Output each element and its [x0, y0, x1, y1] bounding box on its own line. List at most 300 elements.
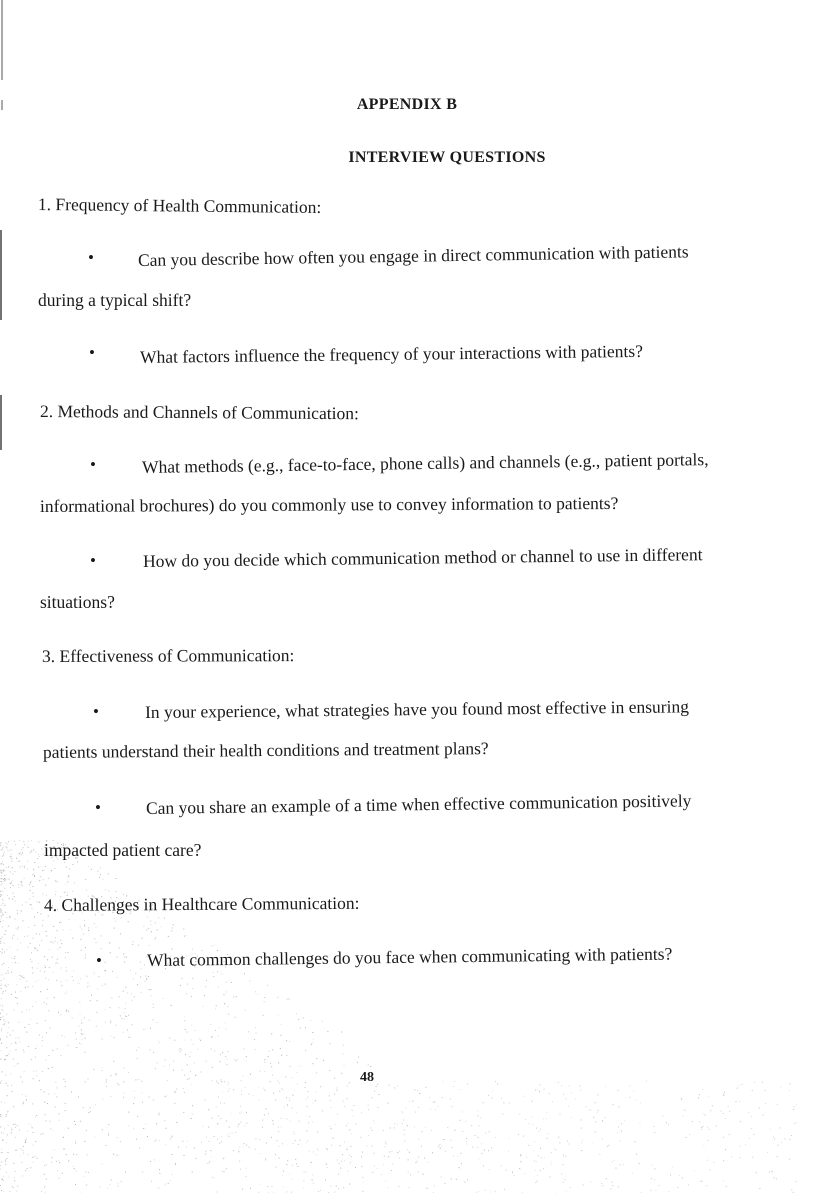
noise-dot: [148, 976, 149, 977]
noise-dot: [2, 964, 3, 965]
noise-dot: [597, 1112, 598, 1113]
noise-dot: [137, 1116, 138, 1117]
noise-dot: [595, 1132, 596, 1133]
noise-dot: [339, 1163, 340, 1164]
noise-dot: [123, 1097, 124, 1098]
noise-dot: [723, 1094, 724, 1095]
noise-dot: [31, 1059, 32, 1060]
noise-dot: [186, 994, 187, 995]
noise-dot: [232, 1133, 233, 1134]
noise-dot: [341, 1073, 342, 1074]
noise-dot: [66, 980, 67, 981]
noise-dot: [316, 1154, 317, 1155]
noise-dot: [48, 1094, 49, 1095]
noise-dot: [242, 1189, 243, 1190]
noise-dot: [6, 1142, 7, 1143]
noise-dot: [226, 1064, 227, 1065]
noise-dot: [349, 1154, 350, 1155]
noise-dot: [171, 1005, 172, 1006]
noise-dot: [49, 1028, 50, 1029]
noise-dot: [32, 1127, 33, 1128]
noise-dot: [326, 1148, 327, 1149]
noise-dot: [509, 1138, 510, 1139]
noise-dot: [108, 873, 109, 874]
noise-dot: [306, 1172, 307, 1173]
noise-dot: [56, 1161, 57, 1162]
noise-dot: [598, 1094, 599, 1095]
noise-dot: [88, 1172, 89, 1173]
noise-dot: [349, 1082, 350, 1083]
noise-dot: [4, 1128, 5, 1129]
noise-dot: [146, 930, 147, 931]
noise-dot: [10, 872, 11, 873]
noise-dot: [442, 1081, 443, 1082]
noise-dot: [6, 1116, 7, 1117]
noise-dot: [567, 1140, 568, 1141]
noise-dot: [6, 1014, 7, 1015]
noise-dot: [143, 1128, 144, 1129]
noise-dot: [142, 938, 143, 939]
noise-dot: [763, 1115, 764, 1116]
noise-dot: [341, 1032, 342, 1033]
noise-dot: [111, 1075, 112, 1076]
noise-dot: [18, 927, 19, 928]
noise-dot: [280, 1035, 281, 1036]
noise-dot: [441, 1176, 442, 1177]
noise-dot: [111, 1180, 112, 1181]
noise-dot: [222, 1171, 223, 1172]
noise-dot: [349, 1184, 350, 1185]
noise-dot: [193, 1044, 194, 1045]
noise-dot: [372, 1130, 373, 1131]
noise-dot: [233, 1150, 234, 1151]
noise-dot: [534, 1141, 535, 1142]
noise-dot: [166, 1095, 167, 1096]
noise-dot: [91, 1020, 92, 1021]
noise-dot: [269, 1081, 270, 1082]
noise-dot: [235, 1017, 236, 1018]
noise-dot: [535, 1090, 536, 1091]
noise-dot: [602, 1185, 603, 1186]
noise-dot: [2, 953, 3, 954]
noise-dot: [39, 945, 40, 946]
noise-dot: [185, 1054, 186, 1055]
noise-dot: [82, 1034, 83, 1035]
noise-dot: [791, 1189, 792, 1190]
noise-dot: [0, 870, 1, 871]
noise-dot: [636, 1099, 637, 1100]
noise-dot: [156, 1123, 157, 1124]
noise-dot: [35, 1141, 36, 1142]
noise-dot: [96, 1012, 97, 1013]
noise-dot: [531, 1101, 532, 1102]
noise-dot: [34, 917, 35, 918]
noise-dot: [105, 889, 106, 890]
noise-dot: [106, 1082, 107, 1083]
noise-dot: [59, 1113, 60, 1114]
noise-dot: [67, 881, 68, 882]
noise-dot: [501, 1098, 502, 1099]
noise-dot: [330, 1043, 331, 1044]
noise-dot: [17, 929, 18, 930]
noise-dot: [44, 1102, 45, 1103]
noise-dot: [73, 971, 74, 972]
noise-dot: [18, 861, 19, 862]
noise-dot: [169, 1038, 170, 1039]
noise-dot: [85, 957, 86, 958]
noise-dot: [668, 1191, 669, 1192]
noise-dot: [374, 1166, 375, 1167]
noise-dot: [87, 986, 88, 987]
noise-dot: [76, 1039, 77, 1040]
noise-dot: [207, 1163, 208, 1164]
noise-dot: [106, 1079, 107, 1080]
noise-dot: [327, 1031, 328, 1032]
noise-dot: [303, 1018, 304, 1019]
noise-dot: [50, 941, 51, 942]
noise-dot: [703, 1113, 704, 1114]
noise-dot: [21, 976, 22, 977]
noise-dot: [97, 1000, 98, 1001]
noise-dot: [65, 952, 66, 953]
noise-dot: [6, 973, 7, 974]
noise-dot: [340, 1145, 341, 1146]
noise-dot: [68, 875, 69, 876]
noise-dot: [11, 1186, 12, 1187]
noise-dot: [23, 1050, 24, 1051]
noise-dot: [182, 1070, 183, 1071]
noise-dot: [488, 1095, 489, 1096]
noise-dot: [295, 1140, 296, 1141]
noise-dot: [192, 1105, 193, 1106]
noise-dot: [461, 1153, 462, 1154]
noise-dot: [110, 952, 111, 953]
noise-dot: [439, 1144, 440, 1145]
noise-dot: [571, 1092, 572, 1093]
noise-dot: [125, 987, 126, 988]
noise-dot: [174, 1103, 175, 1104]
noise-dot: [292, 1108, 293, 1109]
noise-dot: [250, 1188, 251, 1189]
noise-dot: [444, 1183, 445, 1184]
noise-dot: [563, 1094, 564, 1095]
noise-dot: [226, 982, 227, 983]
noise-dot: [347, 1098, 348, 1099]
noise-dot: [404, 1134, 405, 1135]
noise-dot: [418, 1171, 419, 1172]
noise-dot: [156, 1022, 157, 1023]
noise-dot: [21, 884, 22, 885]
noise-dot: [363, 1182, 364, 1183]
noise-dot: [796, 1104, 797, 1105]
noise-dot: [752, 1157, 753, 1158]
noise-dot: [94, 973, 95, 974]
noise-dot: [101, 1067, 102, 1068]
noise-dot: [303, 1188, 304, 1189]
noise-dot: [21, 854, 22, 855]
noise-dot: [228, 1014, 229, 1015]
noise-dot: [617, 1132, 618, 1133]
noise-dot: [40, 1134, 41, 1135]
noise-dot: [362, 1191, 363, 1192]
noise-dot: [621, 1123, 622, 1124]
noise-dot: [442, 1097, 443, 1098]
noise-dot: [749, 1138, 750, 1139]
noise-dot: [194, 1062, 195, 1063]
noise-dot: [4, 943, 5, 944]
bullet-icon: •: [93, 702, 99, 721]
noise-dot: [262, 1127, 263, 1128]
noise-dot: [30, 943, 31, 944]
noise-dot: [86, 1130, 87, 1131]
noise-dot: [316, 1092, 317, 1093]
noise-dot: [418, 1157, 419, 1158]
noise-dot: [15, 1042, 16, 1043]
noise-dot: [323, 1060, 324, 1061]
noise-dot: [187, 1032, 188, 1033]
noise-dot: [192, 978, 193, 979]
noise-dot: [467, 1084, 468, 1085]
noise-dot: [777, 1104, 778, 1105]
noise-dot: [279, 1083, 280, 1084]
noise-dot: [629, 1085, 630, 1086]
noise-dot: [39, 934, 40, 935]
noise-dot: [246, 1056, 247, 1057]
noise-dot: [1, 1149, 2, 1150]
noise-dot: [57, 959, 58, 960]
noise-dot: [243, 1143, 244, 1144]
noise-dot: [19, 861, 20, 862]
noise-dot: [598, 1110, 599, 1111]
noise-dot: [312, 1179, 313, 1180]
noise-dot: [612, 1182, 613, 1183]
noise-dot: [56, 881, 57, 882]
noise-dot: [770, 1129, 771, 1130]
noise-dot: [8, 926, 9, 927]
noise-dot: [286, 1040, 287, 1041]
noise-dot: [32, 1006, 33, 1007]
noise-dot: [224, 1103, 225, 1104]
noise-dot: [85, 1081, 86, 1082]
noise-dot: [466, 1138, 467, 1139]
noise-dot: [26, 902, 27, 903]
noise-dot: [277, 1140, 278, 1141]
noise-dot: [15, 1124, 16, 1125]
noise-dot: [164, 1066, 165, 1067]
noise-dot: [1, 975, 2, 976]
noise-dot: [102, 1129, 103, 1130]
noise-dot: [4, 880, 5, 881]
noise-dot: [79, 983, 80, 984]
noise-dot: [31, 952, 32, 953]
noise-dot: [134, 1099, 135, 1100]
noise-dot: [113, 1061, 114, 1062]
noise-dot: [3, 855, 4, 856]
noise-dot: [707, 1160, 708, 1161]
noise-dot: [582, 1140, 583, 1141]
noise-dot: [373, 1120, 374, 1121]
noise-dot: [9, 851, 10, 852]
noise-dot: [90, 1107, 91, 1108]
noise-dot: [723, 1113, 724, 1114]
noise-dot: [726, 1186, 727, 1187]
noise-dot: [0, 1185, 1, 1186]
noise-dot: [32, 886, 33, 887]
noise-dot: [86, 1185, 87, 1186]
noise-dot: [184, 1155, 185, 1156]
noise-dot: [3, 869, 4, 870]
noise-dot: [145, 1124, 146, 1125]
noise-dot: [397, 1123, 398, 1124]
noise-dot: [32, 893, 33, 894]
noise-dot: [116, 1075, 117, 1076]
noise-dot: [0, 872, 1, 873]
noise-dot: [791, 1135, 792, 1136]
noise-dot: [408, 1159, 409, 1160]
noise-dot: [187, 1065, 188, 1066]
noise-dot: [133, 1128, 134, 1129]
noise-dot: [8, 1125, 9, 1126]
noise-dot: [0, 864, 1, 865]
noise-dot: [14, 871, 15, 872]
noise-dot: [44, 1165, 45, 1166]
noise-dot: [539, 1084, 540, 1085]
noise-dot: [132, 1024, 133, 1025]
noise-dot: [362, 1152, 363, 1153]
noise-dot: [180, 985, 181, 986]
noise-dot: [244, 973, 245, 974]
noise-dot: [35, 852, 36, 853]
noise-dot: [80, 1121, 81, 1122]
noise-dot: [75, 1143, 76, 1144]
noise-dot: [9, 917, 10, 918]
noise-dot: [6, 1036, 7, 1037]
noise-dot: [255, 1027, 256, 1028]
noise-dot: [31, 851, 32, 852]
noise-dot: [37, 950, 38, 951]
noise-dot: [153, 1099, 154, 1100]
noise-dot: [264, 1090, 265, 1091]
noise-dot: [2, 1152, 3, 1153]
noise-dot: [68, 876, 69, 877]
noise-dot: [287, 1105, 288, 1106]
noise-dot: [4, 952, 5, 953]
noise-dot: [20, 1149, 21, 1150]
noise-dot: [560, 1114, 561, 1115]
noise-dot: [441, 1146, 442, 1147]
noise-dot: [272, 1120, 273, 1121]
noise-dot: [767, 1152, 768, 1153]
noise-dot: [546, 1118, 547, 1119]
noise-dot: [279, 1158, 280, 1159]
noise-dot: [765, 1090, 766, 1091]
noise-dot: [6, 846, 7, 847]
noise-dot: [729, 1111, 730, 1112]
noise-dot: [40, 971, 41, 972]
noise-dot: [639, 1122, 640, 1123]
noise-dot: [5, 1161, 6, 1162]
noise-dot: [37, 1158, 38, 1159]
noise-dot: [46, 1164, 47, 1165]
noise-dot: [292, 1077, 293, 1078]
noise-dot: [27, 1131, 28, 1132]
noise-dot: [30, 890, 31, 891]
noise-dot: [8, 973, 9, 974]
noise-dot: [702, 1126, 703, 1127]
noise-dot: [6, 843, 7, 844]
noise-dot: [305, 1099, 306, 1100]
noise-dot: [15, 901, 16, 902]
noise-dot: [231, 1113, 232, 1114]
noise-dot: [34, 862, 35, 863]
noise-dot: [775, 1178, 776, 1179]
noise-dot: [220, 1054, 221, 1055]
noise-dot: [620, 1140, 621, 1141]
noise-dot: [26, 981, 27, 982]
noise-dot: [137, 1058, 138, 1059]
section-heading: 2. Methods and Channels of Communication:: [39, 401, 359, 424]
noise-dot: [31, 953, 32, 954]
noise-dot: [79, 1002, 80, 1003]
noise-dot: [55, 941, 56, 942]
noise-dot: [225, 1022, 226, 1023]
noise-dot: [751, 1128, 752, 1129]
noise-dot: [293, 1143, 294, 1144]
noise-dot: [772, 1171, 773, 1172]
noise-dot: [198, 1049, 199, 1050]
noise-dot: [26, 1099, 27, 1100]
noise-dot: [183, 1112, 184, 1113]
noise-dot: [2, 913, 3, 914]
noise-dot: [383, 1130, 384, 1131]
noise-dot: [275, 1100, 276, 1101]
noise-dot: [241, 1112, 242, 1113]
noise-dot: [57, 963, 58, 964]
noise-dot: [477, 1111, 478, 1112]
noise-dot: [10, 856, 11, 857]
noise-dot: [67, 893, 68, 894]
noise-dot: [538, 1131, 539, 1132]
noise-dot: [57, 930, 58, 931]
noise-dot: [368, 1109, 369, 1110]
noise-dot: [310, 1162, 311, 1163]
noise-dot: [9, 898, 10, 899]
noise-dot: [256, 1033, 257, 1034]
noise-dot: [31, 1125, 32, 1126]
noise-dot: [384, 1146, 385, 1147]
noise-dot: [249, 1073, 250, 1074]
noise-dot: [489, 1169, 490, 1170]
noise-dot: [81, 1023, 82, 1024]
noise-dot: [233, 1089, 234, 1090]
noise-dot: [116, 1025, 117, 1026]
noise-dot: [0, 988, 1, 989]
noise-dot: [30, 904, 31, 905]
noise-dot: [295, 1159, 296, 1160]
noise-dot: [433, 1102, 434, 1103]
noise-dot: [0, 1013, 1, 1014]
noise-dot: [238, 1124, 239, 1125]
noise-dot: [1, 1030, 2, 1031]
noise-dot: [155, 939, 156, 940]
noise-dot: [8, 1152, 9, 1153]
noise-dot: [506, 1170, 507, 1171]
noise-dot: [7, 1134, 8, 1135]
noise-dot: [461, 1163, 462, 1164]
noise-dot: [155, 937, 156, 938]
noise-dot: [74, 1168, 75, 1169]
noise-dot: [4, 1021, 5, 1022]
